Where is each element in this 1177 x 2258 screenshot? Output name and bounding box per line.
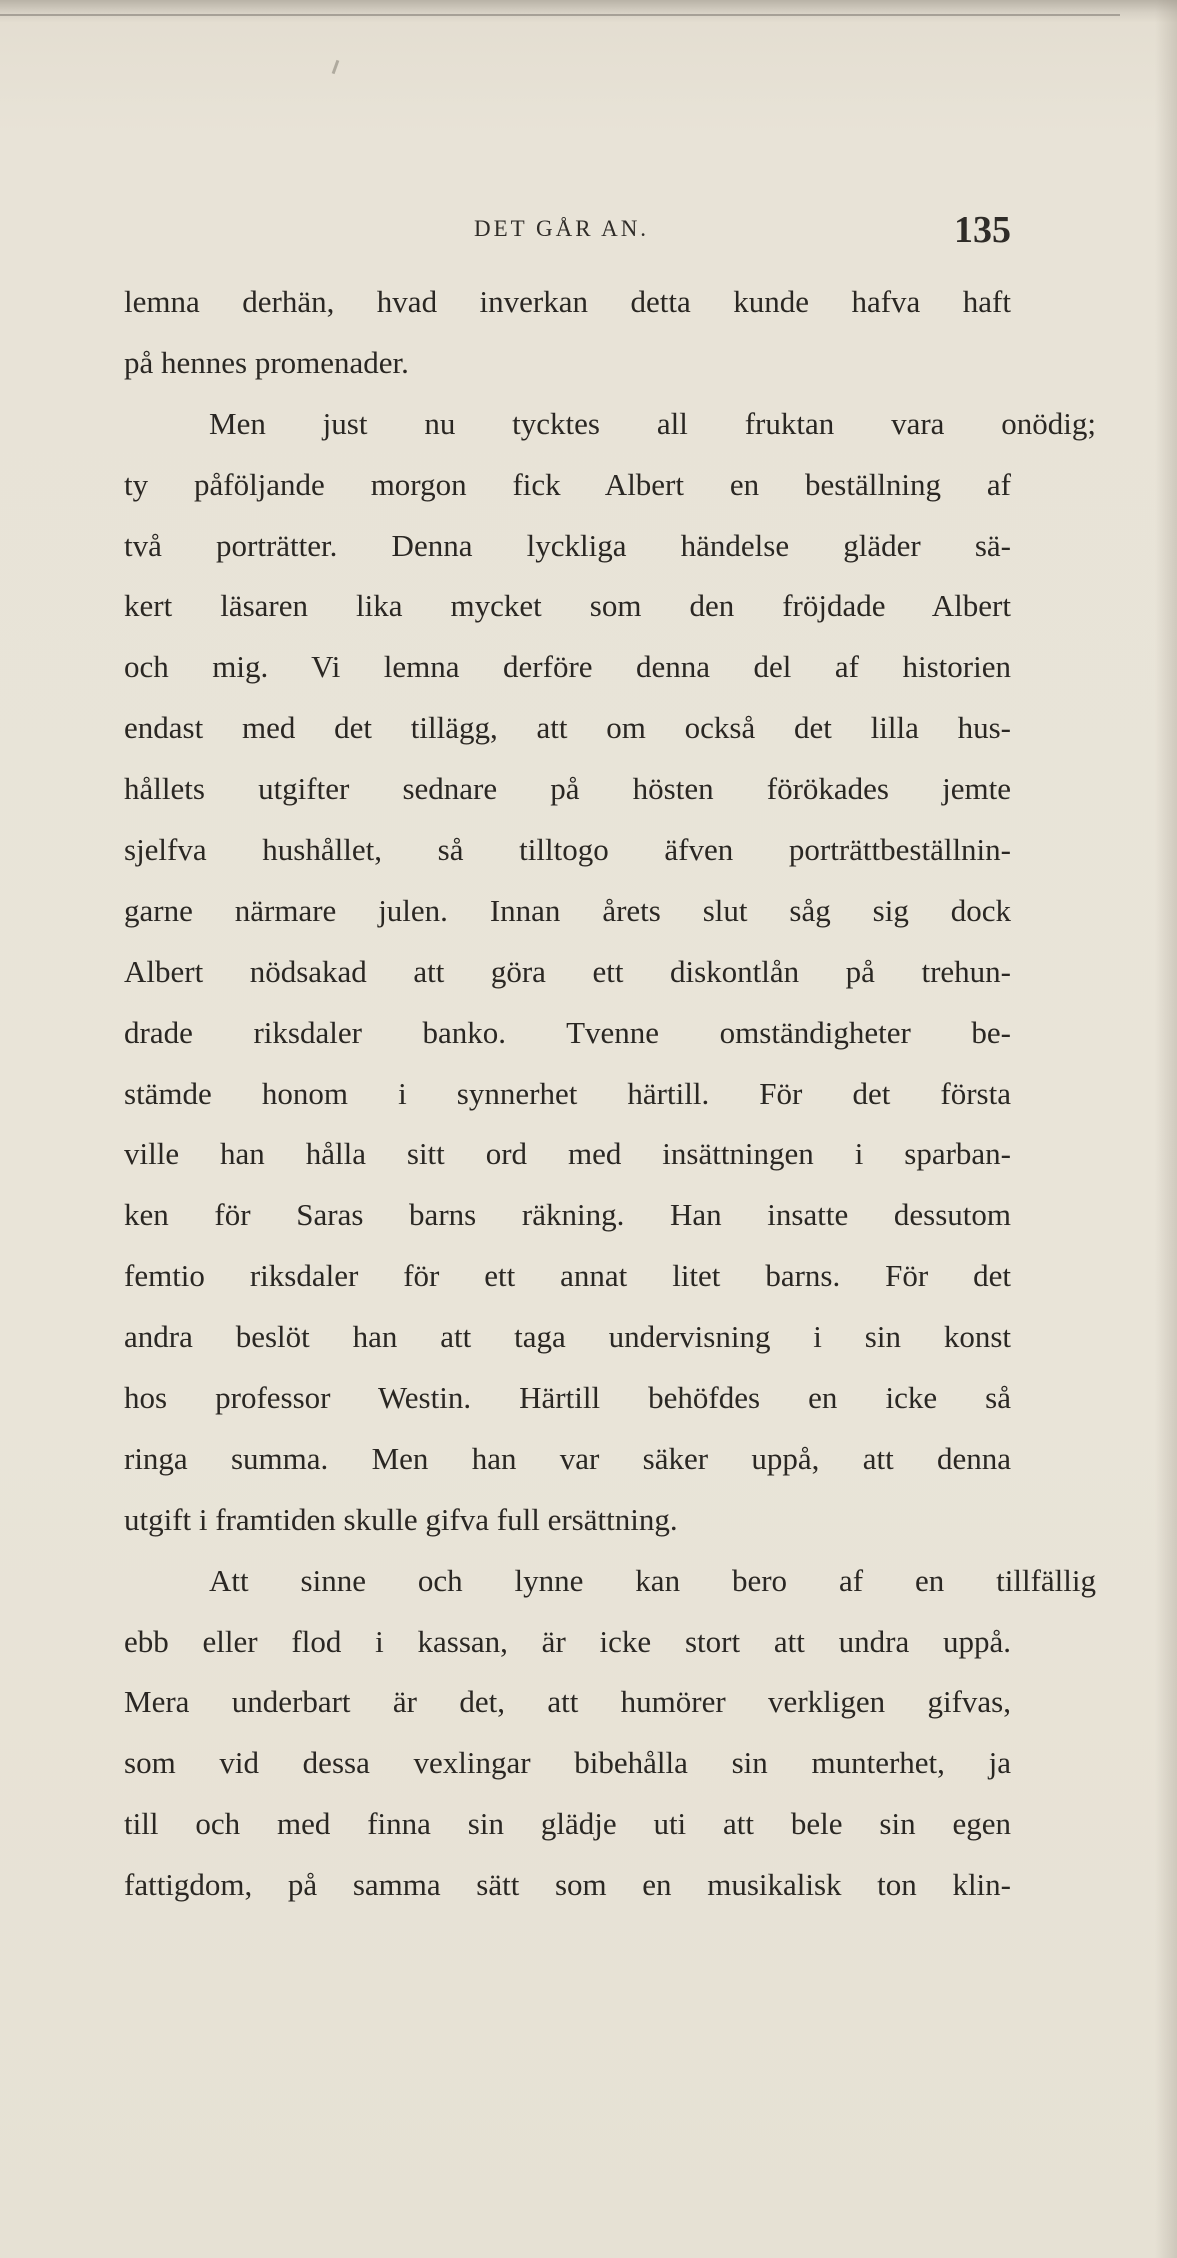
text-line: sjelfva hushållet, så tilltogo äfven porträttbeställnin- (124, 832, 1011, 868)
running-head: DET GÅR AN. (474, 216, 650, 241)
text-line: hos professor Westin. Härtill behöfdes en icke så (124, 1380, 1011, 1416)
text-line: och mig. Vi lemna derföre denna del af historien (124, 649, 1011, 685)
text-line: två porträtter. Denna lyckliga händelse gläder sä- (124, 527, 1011, 563)
text-line: som vid dessa vexlingar bibehålla sin munterhet, ja (124, 1745, 1011, 1781)
page-number: 135 (954, 209, 1011, 251)
page-edge-line (0, 14, 1120, 16)
page-top-edge (0, 0, 1177, 22)
page-right-shadow (1155, 0, 1177, 2258)
text-line: kert läsaren lika mycket som den fröjdade Albert (124, 588, 1011, 624)
text-line: hållets utgifter sednare på hösten förökades jemte (124, 771, 1011, 807)
text-line: utgift i framtiden skulle gifva full ersättning. (124, 1501, 678, 1537)
text-line: andra beslöt han att taga undervisning i sin konst (124, 1319, 1011, 1355)
text-line: ken för Saras barns räkning. Han insatte dessutom (124, 1197, 1011, 1233)
text-line: till och med finna sin glädje uti att bele sin egen (124, 1806, 1011, 1842)
text-line: ebb eller flod i kassan, är icke stort att undra uppå. (124, 1623, 1011, 1659)
text-line: ty påföljande morgon fick Albert en beställning af (124, 466, 1011, 502)
text-line: lemna derhän, hvad inverkan detta kunde hafva haft (124, 284, 1011, 319)
text-line: ringa summa. Men han var säker uppå, att denna (124, 1440, 1011, 1476)
page-header (124, 208, 1011, 252)
text-line: på hennes promenader. (124, 344, 409, 380)
text-line: Men just nu tycktes all fruktan vara onödig; (209, 405, 1096, 441)
text-line: Albert nödsakad att göra ett diskontlån på trehun- (124, 953, 1011, 989)
text-line: ville han hålla sitt ord med insättningen i sparban- (124, 1136, 1011, 1172)
text-line: femtio riksdaler för ett annat litet barns. För det (124, 1258, 1011, 1294)
text-line: garne närmare julen. Innan årets slut såg sig dock (124, 892, 1011, 928)
text-line: Att sinne och lynne kan bero af en tillfällig (209, 1562, 1096, 1598)
text-line: drade riksdaler banko. Tvenne omständigheter be- (124, 1014, 1011, 1050)
text-line: stämde honom i synnerhet härtill. För det första (124, 1075, 1011, 1111)
pencil-mark (332, 60, 340, 74)
text-line: endast med det tillägg, att om också det lilla hus- (124, 710, 1011, 746)
text-line: fattigdom, på samma sätt som en musikalisk ton klin- (124, 1867, 1011, 1903)
text-line: Mera underbart är det, att humörer verkligen gifvas, (124, 1684, 1011, 1720)
body-text (124, 272, 1124, 1916)
